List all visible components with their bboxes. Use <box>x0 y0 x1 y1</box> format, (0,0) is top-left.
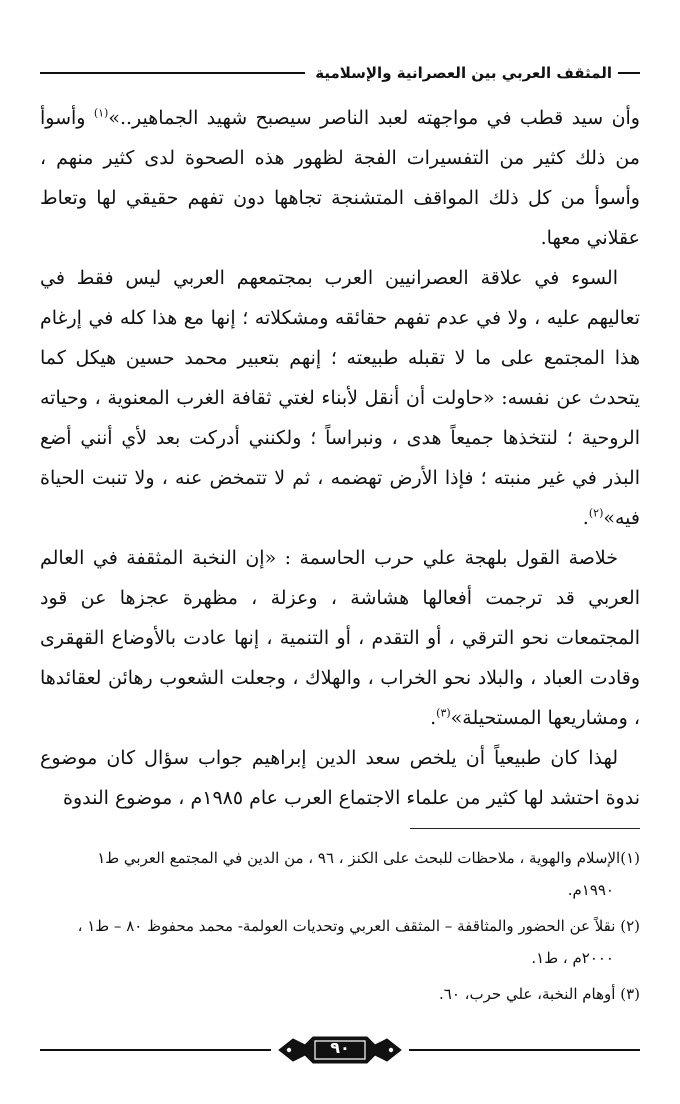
footnote-text-cont: ٢٠٠٠م ، ط١. <box>531 949 614 967</box>
footnote-number: (١) <box>620 849 640 867</box>
header-rule <box>40 72 305 74</box>
running-header-title: المثقف العربي بين العصرانية والإسلامية <box>315 64 612 82</box>
footnote-ref-2: (٢) <box>588 506 604 520</box>
footnote-number: (٣) <box>620 985 640 1003</box>
footer-rule-right <box>409 1049 640 1051</box>
footer-rule-left <box>40 1049 271 1051</box>
paragraph-text: لهذا كان طبيعياً أن يلخص سعد الدين إبراهيم جواب سؤال كان موضوع ندوة احتشد لها كثير من علماء الاجتماع العرب عام ١٩٨٥م ، موضوع الندوة <box>40 747 640 809</box>
footnote-text: الإسلام والهوية ، ملاحظات للبحث على الكنز ، ٩٦ ، من الدين في المجتمع العربي ط١ <box>97 849 621 867</box>
paragraph-text: وأن سيد قطب في مواجهته لعبد الناصر سيصبح شهيد الجماهير..» <box>108 107 640 129</box>
paragraph-text: السوء في علاقة العصرانيين العرب بمجتمعهم العربي ليس فقط في تعاليهم عليه ، ولا في عدم تفهم حقائقه ومشكلاته ؛ إنها مع هذا كله في إرغام هذا المجتمع على ما لا تقبله طبيعته ؛ إنهم بتعبير محمد حسين هيكل كما يتحدث عن نفسه: «حاولت أن أنقل لأبناء لغتي ثقافة الغرب المعنوية ، وحياته الروحية ؛ لنتخذها جميعاً هدى ، ونبراساً ؛ ولكنني أدركت بعد لأي أنني أضع البذر في غير منبته ؛ فإذا الأرض تهضمه ، ثم لا تتمخض عنه ، ولا تنبت الحياة فيه» <box>40 267 640 529</box>
footnote-text: نقلاً عن الحضور والمثاقفة – المثقف العربي وتحديات العولمة- محمد محفوظ ٨٠ – ط١ ، <box>77 917 616 935</box>
footnote-text: أوهام النخبة، علي حرب، ٦٠. <box>438 985 616 1003</box>
footnotes <box>40 842 640 1014</box>
page-number-ornament <box>275 1033 405 1067</box>
footnote-text-cont: ١٩٩٠م. <box>567 881 614 899</box>
paragraph-text: خلاصة القول بلهجة علي حرب الحاسمة : «إن النخبة المثقفة في العالم العربي قد ترجمت أفعالها هشاشة ، وعزلة ، مظهرة عجزها عن قود المجتمعات نحو الترقي ، أو التقدم ، أو التنمية ، إنها عادت بالأوضاع القهقرى وقادت العباد ، والبلاد نحو الخراب ، والهلاك ، وجعلت الشعوب رهائن لعقائدها ، ومشاريعها المستحيلة» <box>40 547 640 729</box>
header-rule-short <box>618 72 640 74</box>
paragraph-3 <box>40 538 640 738</box>
footnote-number: (٢) <box>620 917 640 935</box>
paragraph-2 <box>40 258 640 538</box>
paragraph-text: وأسوأ من ذلك كثير من التفسيرات الفجة لظهور هذه الصحوة لدى كثير منهم ، وأسوأ من كل ذلك المواقف المتشنجة تجاهها دون تفهم حقيقي لها وتعاط عقلاني معها. <box>40 107 640 249</box>
paragraph-1 <box>40 98 640 258</box>
footnote-ref-1: (١) <box>93 106 109 120</box>
running-header <box>40 58 640 88</box>
footnote-separator <box>410 828 640 829</box>
footnote-ref-3: (٣) <box>436 706 451 720</box>
body-text <box>40 98 640 818</box>
paragraph-4 <box>40 738 640 818</box>
paragraph-text: . <box>582 507 589 529</box>
page-number: ٩٠ <box>330 1038 350 1057</box>
page-footer <box>40 1030 640 1070</box>
footnote-3 <box>40 978 640 1010</box>
footnote-2 <box>40 910 640 974</box>
footnote-1 <box>40 842 640 906</box>
paragraph-text: . <box>430 707 437 729</box>
